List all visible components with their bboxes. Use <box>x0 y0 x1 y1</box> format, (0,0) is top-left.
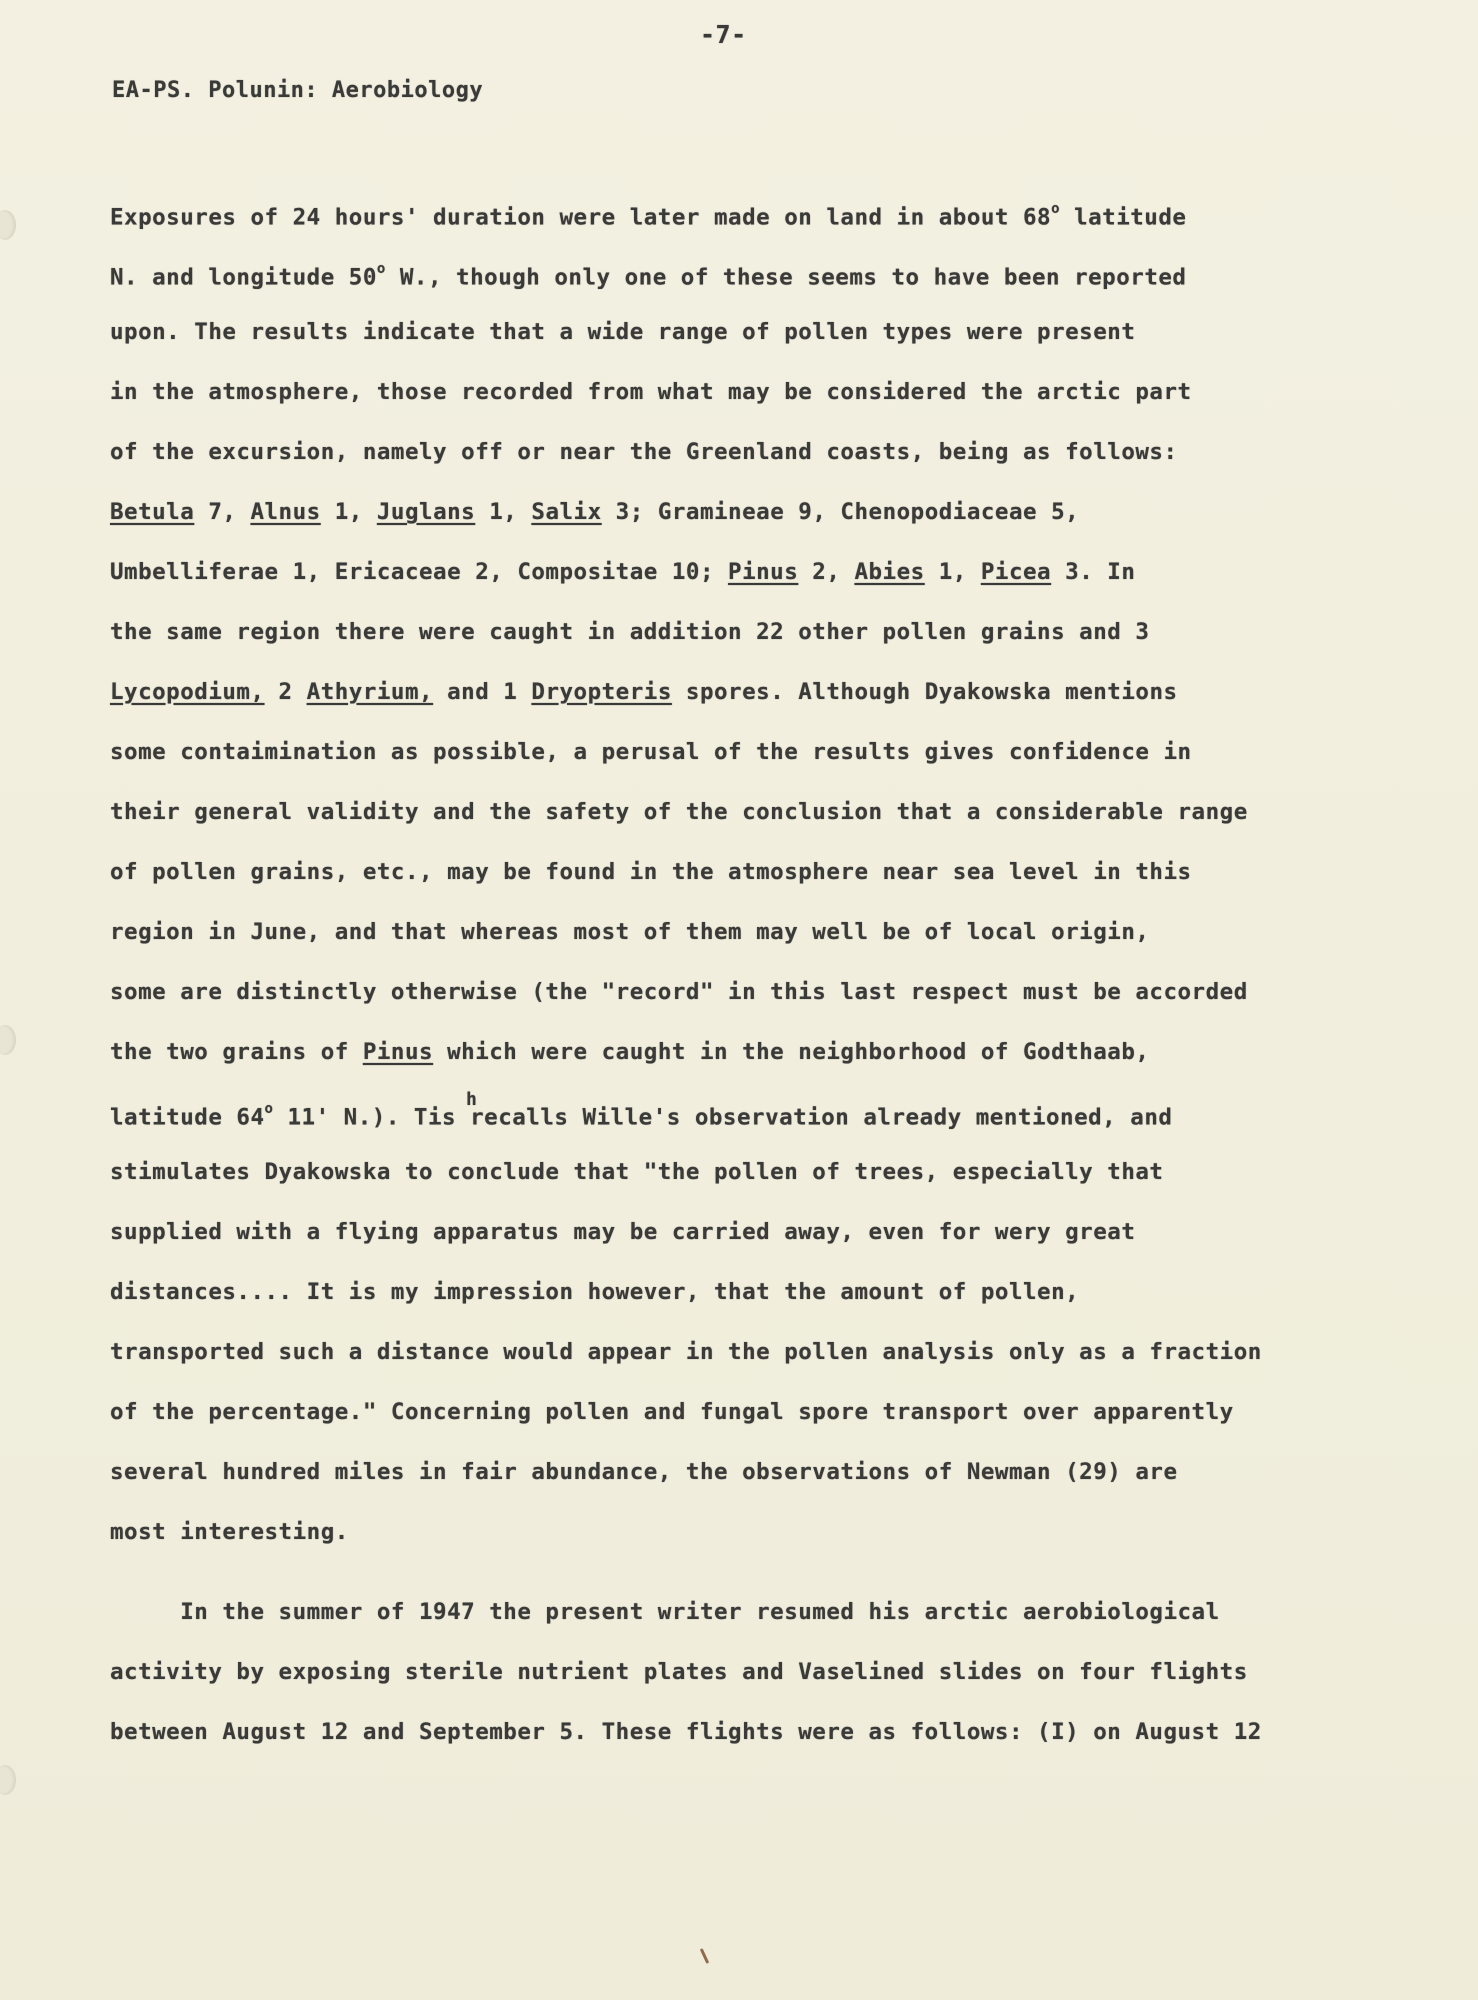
taxon-name: Abies <box>854 559 925 585</box>
body-line: Betula 7, Alnus 1, Juglans 1, Salix 3; Gramineae 9, Chenopodiaceae 5, <box>110 499 1080 525</box>
taxon-name: Betula <box>110 499 195 525</box>
body-line: the two grains of Pinus which were caught in the neighborhood of Godthaab, <box>110 1039 1150 1065</box>
taxon-name: Juglans <box>376 499 476 525</box>
body-line: of the percentage." Concerning pollen and fungal spore transport over apparently <box>110 1399 1234 1425</box>
body-line: Umbelliferae 1, Ericaceae 2, Compositae 10; Pinus 2, Abies 1, Picea 3. In <box>110 559 1136 585</box>
punch-hole <box>0 1765 16 1795</box>
body-line: N. and longitude 50$^o$ W., though only one of these seems to have been reported <box>110 261 1187 291</box>
taxon-name: Lycopodium, <box>110 679 265 705</box>
taxon-name: Alnus <box>250 499 321 525</box>
stray-ink-mark <box>700 1948 709 1964</box>
taxon-name: Dryopteris <box>531 679 672 705</box>
page-number: -7- <box>700 20 747 49</box>
body-line: most interesting. <box>110 1519 349 1545</box>
body-line: the same region there were caught in addition 22 other pollen grains and 3 <box>110 619 1150 645</box>
body-line: latitude 64$^o$ 11' N.). Tis recalls Wille's observation already mentioned, and <box>110 1101 1173 1131</box>
body-line: their general validity and the safety of the conclusion that a considerable range <box>110 799 1248 825</box>
body-line: of pollen grains, etc., may be found in the atmosphere near sea level in this <box>110 859 1192 885</box>
taxon-name: Salix <box>531 499 602 525</box>
taxon-name: Pinus <box>728 559 799 585</box>
punch-hole <box>0 1025 16 1055</box>
punch-hole <box>0 210 16 240</box>
body-line: Lycopodium, 2 Athyrium, and 1 Dryopteris spores. Although Dyakowska mentions <box>110 679 1178 705</box>
body-line: upon. The results indicate that a wide range of pollen types were present <box>110 319 1136 345</box>
taxon-name: Picea <box>980 559 1052 585</box>
body-line: distances.... It is my impression however, that the amount of pollen, <box>110 1279 1080 1305</box>
body-line: transported such a distance would appear in the pollen analysis only as a fraction <box>110 1339 1262 1365</box>
body-line: some are distinctly otherwise (the "record" in this last respect must be accorded <box>110 979 1248 1005</box>
body-line: in the atmosphere, those recorded from what may be considered the arctic part <box>110 379 1192 405</box>
body-line: stimulates Dyakowska to conclude that "the pollen of trees, especially that <box>110 1159 1164 1185</box>
body-line: supplied with a flying apparatus may be carried away, even for wery great <box>110 1219 1136 1245</box>
body-line: of the excursion, namely off or near the Greenland coasts, being as follows: <box>110 439 1178 465</box>
body-line: In the summer of 1947 the present writer resumed his arctic aerobiological <box>110 1599 1220 1625</box>
body-line: between August 12 and September 5. These flights were as follows: (I) on August 12 <box>110 1719 1262 1745</box>
body-line: some contaimination as possible, a perusal of the results gives confidence in <box>110 739 1192 765</box>
taxon-name: Athyrium, <box>306 679 434 705</box>
body-line: activity by exposing sterile nutrient plates and Vaselined slides on four flights <box>110 1659 1248 1685</box>
body-line: Exposures of 24 hours' duration were later made on land in about 68$^o$ latitude <box>110 201 1187 231</box>
running-header: EA-PS. Polunin: Aerobiology <box>112 78 484 103</box>
body-line: several hundred miles in fair abundance, the observations of Newman (29) are <box>110 1459 1178 1485</box>
body-line: region in June, and that whereas most of them may well be of local origin, <box>110 919 1150 945</box>
taxon-name: Pinus <box>362 1039 434 1065</box>
insertion-mark: h <box>466 1089 478 1110</box>
